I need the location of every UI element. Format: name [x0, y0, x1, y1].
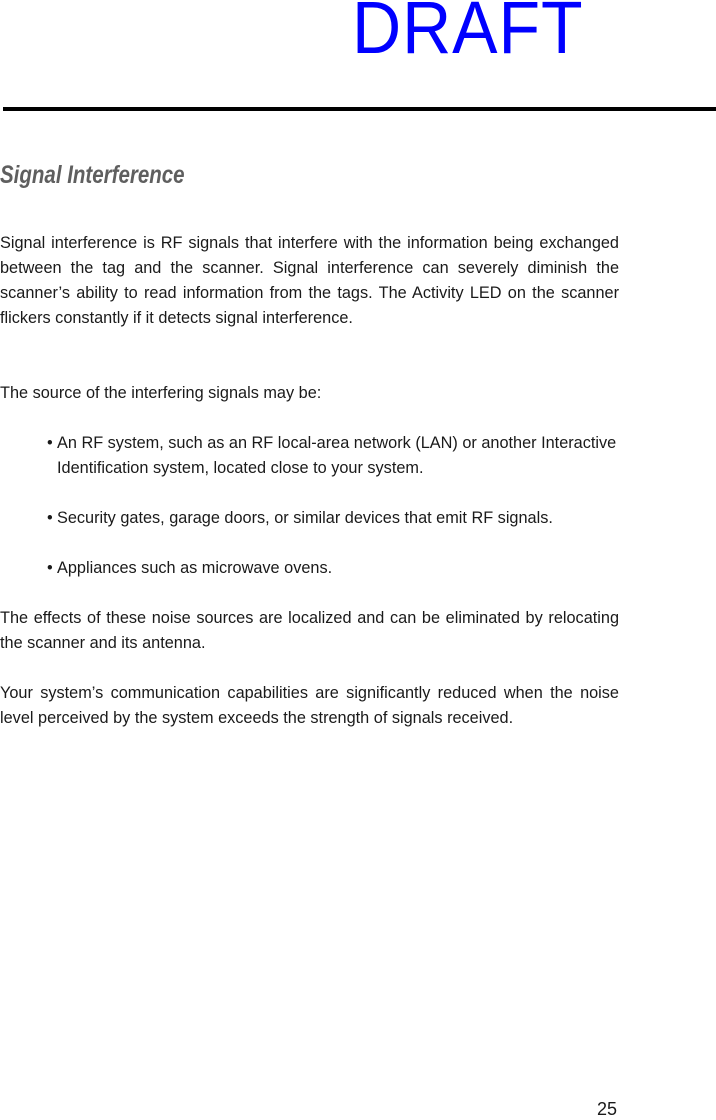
paragraph-intro: Signal interference is RF signals that interfere with the information being exchanged between the tag and the scanner. Signal interference can severely diminish the scanner’s ability to read information from the tags. The Activity LED on the scanner flickers constantly if it detects signal interference.	[0, 234, 619, 327]
bullet-icon: •	[47, 509, 53, 527]
draft-watermark: DRAFT	[352, 0, 584, 69]
bullet-item	[47, 506, 619, 531]
bullet-item	[47, 556, 619, 581]
paragraph-effects: The effects of these noise sources are localized and can be eliminated by relocating the scanner and its antenna.	[0, 609, 619, 652]
bullet-text: Security gates, garage doors, or similar devices that emit RF signals.	[57, 509, 553, 527]
bullet-icon: •	[47, 434, 53, 452]
bullet-text: Appliances such as microwave ovens.	[57, 559, 333, 577]
page-number: 25	[597, 1099, 618, 1119]
bullet-item	[47, 431, 619, 481]
bullet-text: An RF system, such as an RF local-area network (LAN) or another Interactive Identification system, located close to your system.	[57, 434, 617, 477]
header-rule	[3, 107, 716, 111]
section-title: Signal Interference	[0, 161, 185, 189]
paragraph-sources: The source of the interfering signals may be:	[0, 384, 322, 402]
paragraph-capabilities: Your system’s communication capabilities are significantly reduced when the noise level perceived by the system exceeds the strength of signals received.	[0, 684, 619, 727]
bullet-icon: •	[47, 559, 53, 577]
